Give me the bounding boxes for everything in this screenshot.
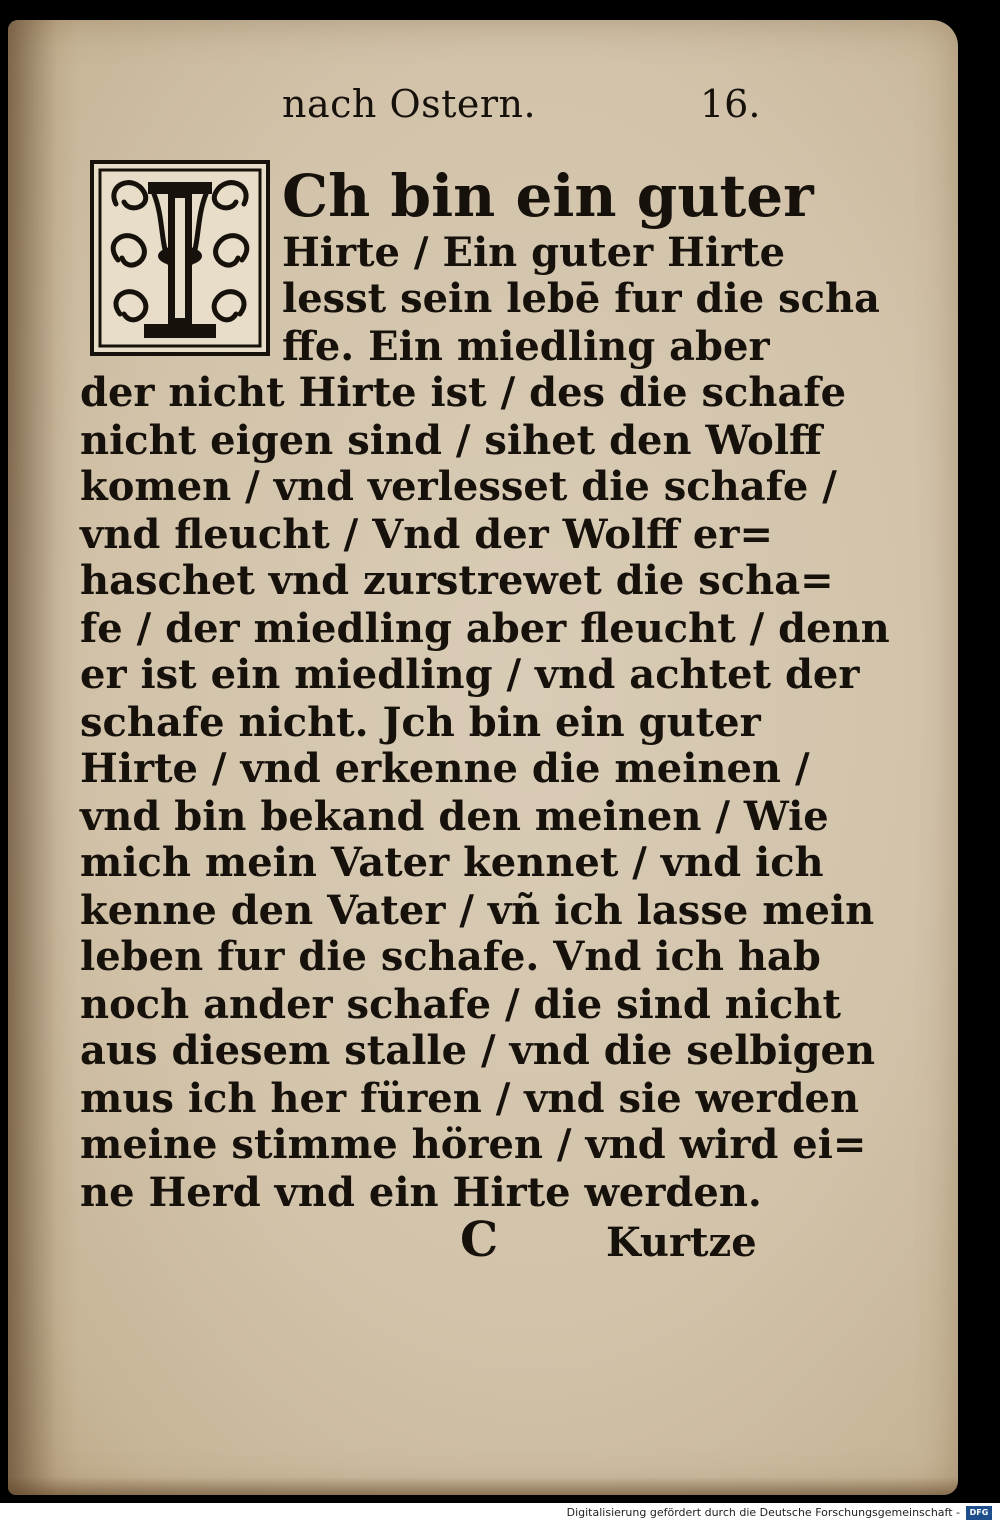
- text-line-7: komen / vnd verlesset die schafe /: [80, 463, 837, 510]
- dfg-logo-icon: DFG: [966, 1506, 992, 1520]
- running-head: nach Ostern.: [282, 82, 537, 126]
- text-line-13: Hirte / vnd erkenne die meinen /: [80, 745, 810, 792]
- text-line-4: ffe. Ein miedling aber: [282, 323, 770, 370]
- text-line-1: Ch bin ein guter: [282, 162, 814, 230]
- page-gutter-shadow: [8, 20, 78, 1495]
- text-line-18: noch ander schafe / die sind nicht: [80, 981, 841, 1028]
- text-line-12: schafe nicht. Jch bin ein guter: [80, 699, 761, 746]
- text-line-9: haschet vnd zurstrewet die scha=: [80, 557, 834, 604]
- text-line-10: fe / der miedling aber fleucht / denn: [80, 605, 890, 652]
- text-line-17: leben fur die schafe. Vnd ich hab: [80, 933, 821, 980]
- text-line-21: meine stimme hören / vnd wird ei=: [80, 1121, 867, 1168]
- catchword: Kurtze: [606, 1219, 757, 1266]
- text-line-8: vnd fleucht / Vnd der Wolff er=: [80, 511, 773, 558]
- ornament-initial-icon: [94, 164, 266, 352]
- page-number: 16.: [700, 82, 761, 126]
- text-line-11: er ist ein miedling / vnd achtet der: [80, 651, 860, 698]
- text-line-14: vnd bin bekand den meinen / Wie: [80, 793, 829, 840]
- text-line-2: Hirte / Ein guter Hirte: [282, 229, 786, 276]
- text-line-20: mus ich her füren / vnd sie werden: [80, 1075, 860, 1122]
- text-line-22: ne Herd vnd ein Hirte werden.: [80, 1169, 762, 1216]
- decorated-initial-letter: [90, 160, 270, 356]
- digitization-footer: [0, 1503, 1000, 1523]
- text-line-16: kenne den Vater / vñ ich lasse mein: [80, 887, 875, 934]
- text-line-6: nicht eigen sind / sihet den Wolff: [80, 417, 822, 464]
- funding-credit: Digitalisierung gefördert durch die Deutsche Forschungsgemeinschaft -: [566, 1506, 960, 1519]
- page-bottom-edge: [8, 1477, 958, 1495]
- text-line-3: lesst sein lebē fur die scha: [282, 275, 880, 322]
- catchline-mark: C: [460, 1212, 499, 1268]
- text-line-5: der nicht Hirte ist / des die schafe: [80, 369, 847, 416]
- text-line-15: mich mein Vater kennet / vnd ich: [80, 839, 824, 886]
- text-line-19: aus diesem stalle / vnd die selbigen: [80, 1027, 876, 1074]
